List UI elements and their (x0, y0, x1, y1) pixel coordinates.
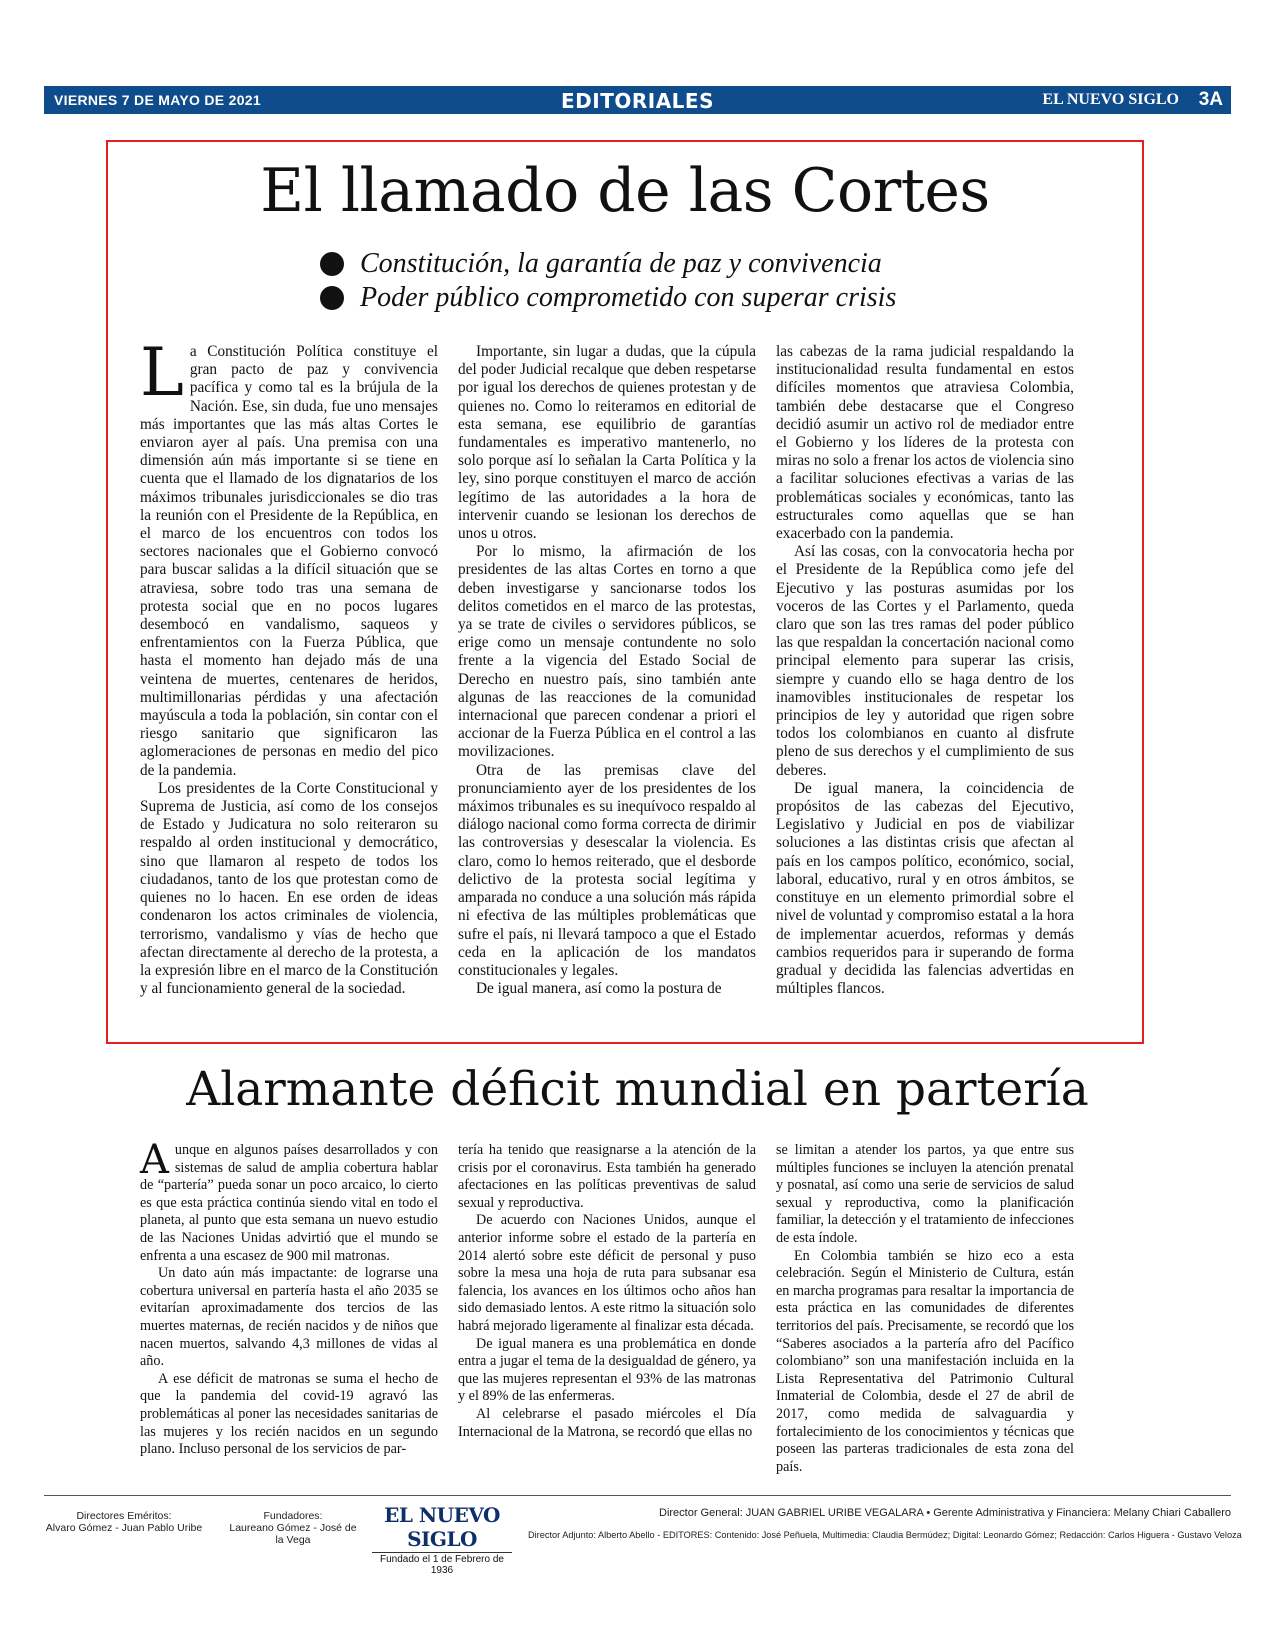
paragraph: Otra de las premisas clave del pronunciamiento ayer de los presidentes de los máximos tribunales es su inequívoco respaldo al diálogo nacional como forma correcta de dirimir las controversias y desescalar la violencia. Es claro, como lo hemos reiterado, que el desborde delictivo de la protesta social legítima y amparada no conduce a una solución más rápida ni efectiva de las múltiples problemáticas que sufre el país, ni llevará tampoco a que el Estado ceda en la aplicación de los mandatos constitucionales y legales. (458, 761, 756, 979)
dropcap: L (140, 334, 184, 411)
subhead-item (320, 281, 896, 315)
header-bar (44, 86, 1231, 114)
paragraph (140, 334, 438, 780)
editorial-column-2 (458, 343, 756, 998)
paragraph (140, 1137, 438, 1265)
header-brand: EL NUEVO SIGLO (1042, 91, 1179, 108)
editorial-title: El llamado de las Cortes (260, 156, 990, 226)
paragraph: Así las cosas, con la convocatoria hecha por el Presidente de la República como jefe del Ejecutivo y las posturas asumidas por los voceros de las Cortes y el Parlamento, queda claro que son las tres ramas del poder público las que respaldan la concertación nacional como principal elemento para superar las crisis, siempre y cuando ello se haga dentro de los inamovibles institucionales de respetar los principios de ley y autoridad que rigen sobre todos los colombianos en cuanto al disfrute pleno de sus derechos y el cumplimiento de sus deberes. (776, 543, 1074, 779)
footer-founded: Fundado el 1 de Febrero de 1936 (372, 1552, 512, 1576)
paragraph: De igual manera es una problemática en donde entra a jugar el tema de la desigualdad de género, ya que las mujeres representan el 93% de las matronas y el 89% de las enfermeras. (458, 1335, 756, 1405)
editorial-2-column-1 (140, 1137, 438, 1459)
footer-value: Alvaro Gómez - Juan Pablo Uribe (45, 1522, 203, 1534)
bullet-icon (320, 252, 344, 276)
paragraph: se limitan a atender los partos, ya que entre sus múltiples funciones se incluyen la atención prenatal y posnatal, así como una serie de servicios de salud sexual y reproductiva, como la planificación familiar, la detección y el tratamiento de infecciones de esta índole. (776, 1142, 1074, 1246)
footer-fundadores (228, 1510, 358, 1546)
paragraph: Los presidentes de la Corte Constitucional y Suprema de Justicia, así como de los consejos de Estado y Judicatura no solo reiteraron su respaldo al orden institucional y democrático, sino que llamaron al respeto de todos los ciudadanos, tanto de los que protestan como de quienes no lo hacen. En ese orden de ideas condenaron los actos criminales de violencia, terrorismo, vandalismo y vías de hecho que afectan directamente al derecho de la protesta, a la expresión libre en el marco de la Constitución y al funcionamiento general de la sociedad. (140, 779, 438, 998)
paragraph: De acuerdo con Naciones Unidos, aunque el anterior informe sobre el estado de la partería en 2014 alertó sobre este déficit de personal y puso sobre la mesa una hoja de ruta para subsanar esa falencia, los avances en los últimos ocho años han sido demasiado lentos. A este ritmo la situación solo habrá mejorado ligeramente al finalizar esta década. (458, 1212, 756, 1334)
paragraph: tería ha tenido que reasignarse a la atención de la crisis por el coronavirus. Esta también ha generado afectaciones en las políticas preventivas de salud sexual y reproductiva. (458, 1142, 756, 1211)
footer-director-general: Director General: JUAN GABRIEL URIBE VEGALARA • Gerente Administrativa y Financiera: Melany Chiari Caballero (659, 1507, 1231, 1519)
paragraph: Por lo mismo, la afirmación de los presidentes de las altas Cortes en torno a que deben investigarse y sancionarse todos los delitos cometidos en el marco de las protestas, ya se trate de civiles o servidores públicos, se erige como un mensaje contundente no solo frente a la vigencia del Estado Social de Derecho en nuestro país, sino también ante algunas de las reacciones de la comunidad internacional que parecen condenar a priori el accionar de la Fuerza Pública en el control a las movilizaciones. (458, 543, 756, 761)
bullet-icon (320, 286, 344, 310)
editorial-2-column-2 (458, 1142, 756, 1441)
footer-rule (44, 1495, 1231, 1496)
editorial-column-3 (776, 343, 1074, 998)
subhead-item (320, 247, 896, 281)
paragraph: A ese déficit de matronas se suma el hecho de que la pandemia del covid-19 agravó las problemáticas al poner las necesidades sanitarias de las mujeres y los recién nacidos en un segundo plano. Incluso personal de los servicios de par- (140, 1370, 438, 1458)
paragraph-text: unque en algunos países desarrollados y con sistemas de salud de amplia cobertura hablar de “partería” pueda sonar un poco arcaico, lo cierto es que esta práctica continúa siendo vital en todo el planeta, al punto que esta semana un nuevo estudio de las Naciones Unidas advirtió que el mundo se enfrenta a una escasez de 900 mil matronas. (140, 1142, 438, 1264)
footer-logo (372, 1503, 512, 1576)
subhead-text: Constitución, la garantía de paz y convivencia (360, 248, 882, 279)
paragraph: En Colombia también se hizo eco a esta celebración. Según el Ministerio de Cultura, están en marcha programas para resaltar la importancia de esta práctica en las comunidades de diferentes territorios del país. Precisamente, se recordó que los “Saberes asociados a la partería afro del Pacífico colombiano” son una manifestación incluida en la Lista Representativa del Patrimonio Cultural Inmaterial de Colombia, desde el 27 de abril de 2017, como medida de salvaguardia y fortalecimiento de los conocimientos y técnicas que poseen las parteras tradicionales de esta zona del país. (776, 1247, 1074, 1475)
issue-date: VIERNES 7 DE MAYO DE 2021 (54, 92, 261, 108)
section-title: EDITORIALES (561, 89, 714, 113)
footer-directores (44, 1510, 204, 1534)
editorial-column-1 (140, 334, 438, 998)
paragraph-text: a Constitución Política constituye el gran pacto de paz y convivencia pacífica y como tal es la brújula de la Nación. Ese, sin duda, fue uno mensajes más importantes que las más altas Cortes le enviaron ayer al país. Una premisa con una dimensión aún más importante si se tiene en cuenta que el llamado de los dignatarios de los máximos tribunales jurisdiccionales se dio tras la reunión con el Presidente de la República, en el marco de los encuentros con todos los sectores nacionales que el Gobierno convocó para buscar salidas a la difícil situación que se atraviesa, sobre todo tras una semana de protesta social que en no pocos lugares desembocó en vandalismo, saqueos y enfrentamientos con la Fuerza Pública, que hasta el momento han dejado más de una veintena de muertes, centenares de heridos, multimillonarias pérdidas y una afectación mayúscula a toda la población, sin contar con el riesgo sanitario que significaron las aglomeraciones de personas en medio del pico de la pandemia. (140, 343, 438, 779)
subhead-text: Poder público comprometido con superar crisis (360, 282, 897, 313)
paragraph: las cabezas de la rama judicial respaldando la institucionalidad resulta fundamental en estos difíciles momentos que atraviesa Colombia, también debe destacarse que el Congreso decidió asumir un activo rol de mediador entre el Gobierno y los líderes de la protesta con miras no solo a frenar los actos de violencia sino a facilitar soluciones efectivas a varias de las problemáticas sociales y económicas, tanto las estructurales como aquellas que se han exacerbado con la pandemia. (776, 343, 1074, 543)
paragraph: De igual manera, la coincidencia de propósitos de las cabezas del Ejecutivo, Legislativo y Judicial en pos de viabilizar soluciones a las distintas crisis que afectan al país en los campos político, económico, social, laboral, educativo, rural y en otros ámbitos, se constituye en un elemento primordial sobre el nivel de voluntad y compromiso estatal a la hora de implementar acuerdos, reformas y demás cambios requeridos para ir superando de forma gradual y decidida las falencias advertidas en múltiples flancos. (776, 779, 1074, 998)
dropcap: A (140, 1137, 169, 1183)
footer-value: Laureano Gómez - José de la Vega (229, 1522, 357, 1546)
editorial-2-title: Alarmante déficit mundial en partería (186, 1062, 1089, 1117)
footer-label: Directores Eméritos: (76, 1510, 172, 1522)
editorial-2-column-3 (776, 1142, 1074, 1476)
paragraph: De igual manera, así como la postura de (476, 980, 722, 998)
paragraph: Importante, sin lugar a dudas, que la cúpula del poder Judicial recalque que deben respetarse por igual los derechos de quienes protestan y de quienes no. Como lo reiteramos en editorial de esta semana, ese equilibrio de garantías fundamentales es imperativo mantenerlo, no solo porque así lo señalan la Carta Política y la ley, sino porque constituyen el marco de acción legítimo de las autoridades a la hora de intervenir cuando se lesionan los derechos de unos u otros. (458, 343, 756, 543)
footer-label: Fundadores: (263, 1510, 323, 1522)
paragraph: Un dato aún más impactante: de lograrse una cobertura universal en partería hasta el año 2035 se evitarían aproximadamente dos tercios de las muertes maternas, de recién nacidos y de niños que nacen muertos, salvando 4,3 millones de vidas al año. (140, 1265, 438, 1370)
paragraph: Al celebrarse el pasado miércoles el Día Internacional de la Matrona, se recordó que ellas no (458, 1405, 756, 1440)
page-number: 3A (1198, 89, 1223, 110)
footer-editores: Director Adjunto: Alberto Abello - EDITORES: Contenido: José Peñuela, Multimedia: Claudia Bermúdez; Digital: Leonardo Gómez; Redacción: Carlos Higuera - Gustavo Veloza (528, 1530, 1242, 1540)
editorial-subheads (320, 247, 896, 315)
footer-logo-text: EL NUEVO SIGLO (384, 1503, 500, 1551)
